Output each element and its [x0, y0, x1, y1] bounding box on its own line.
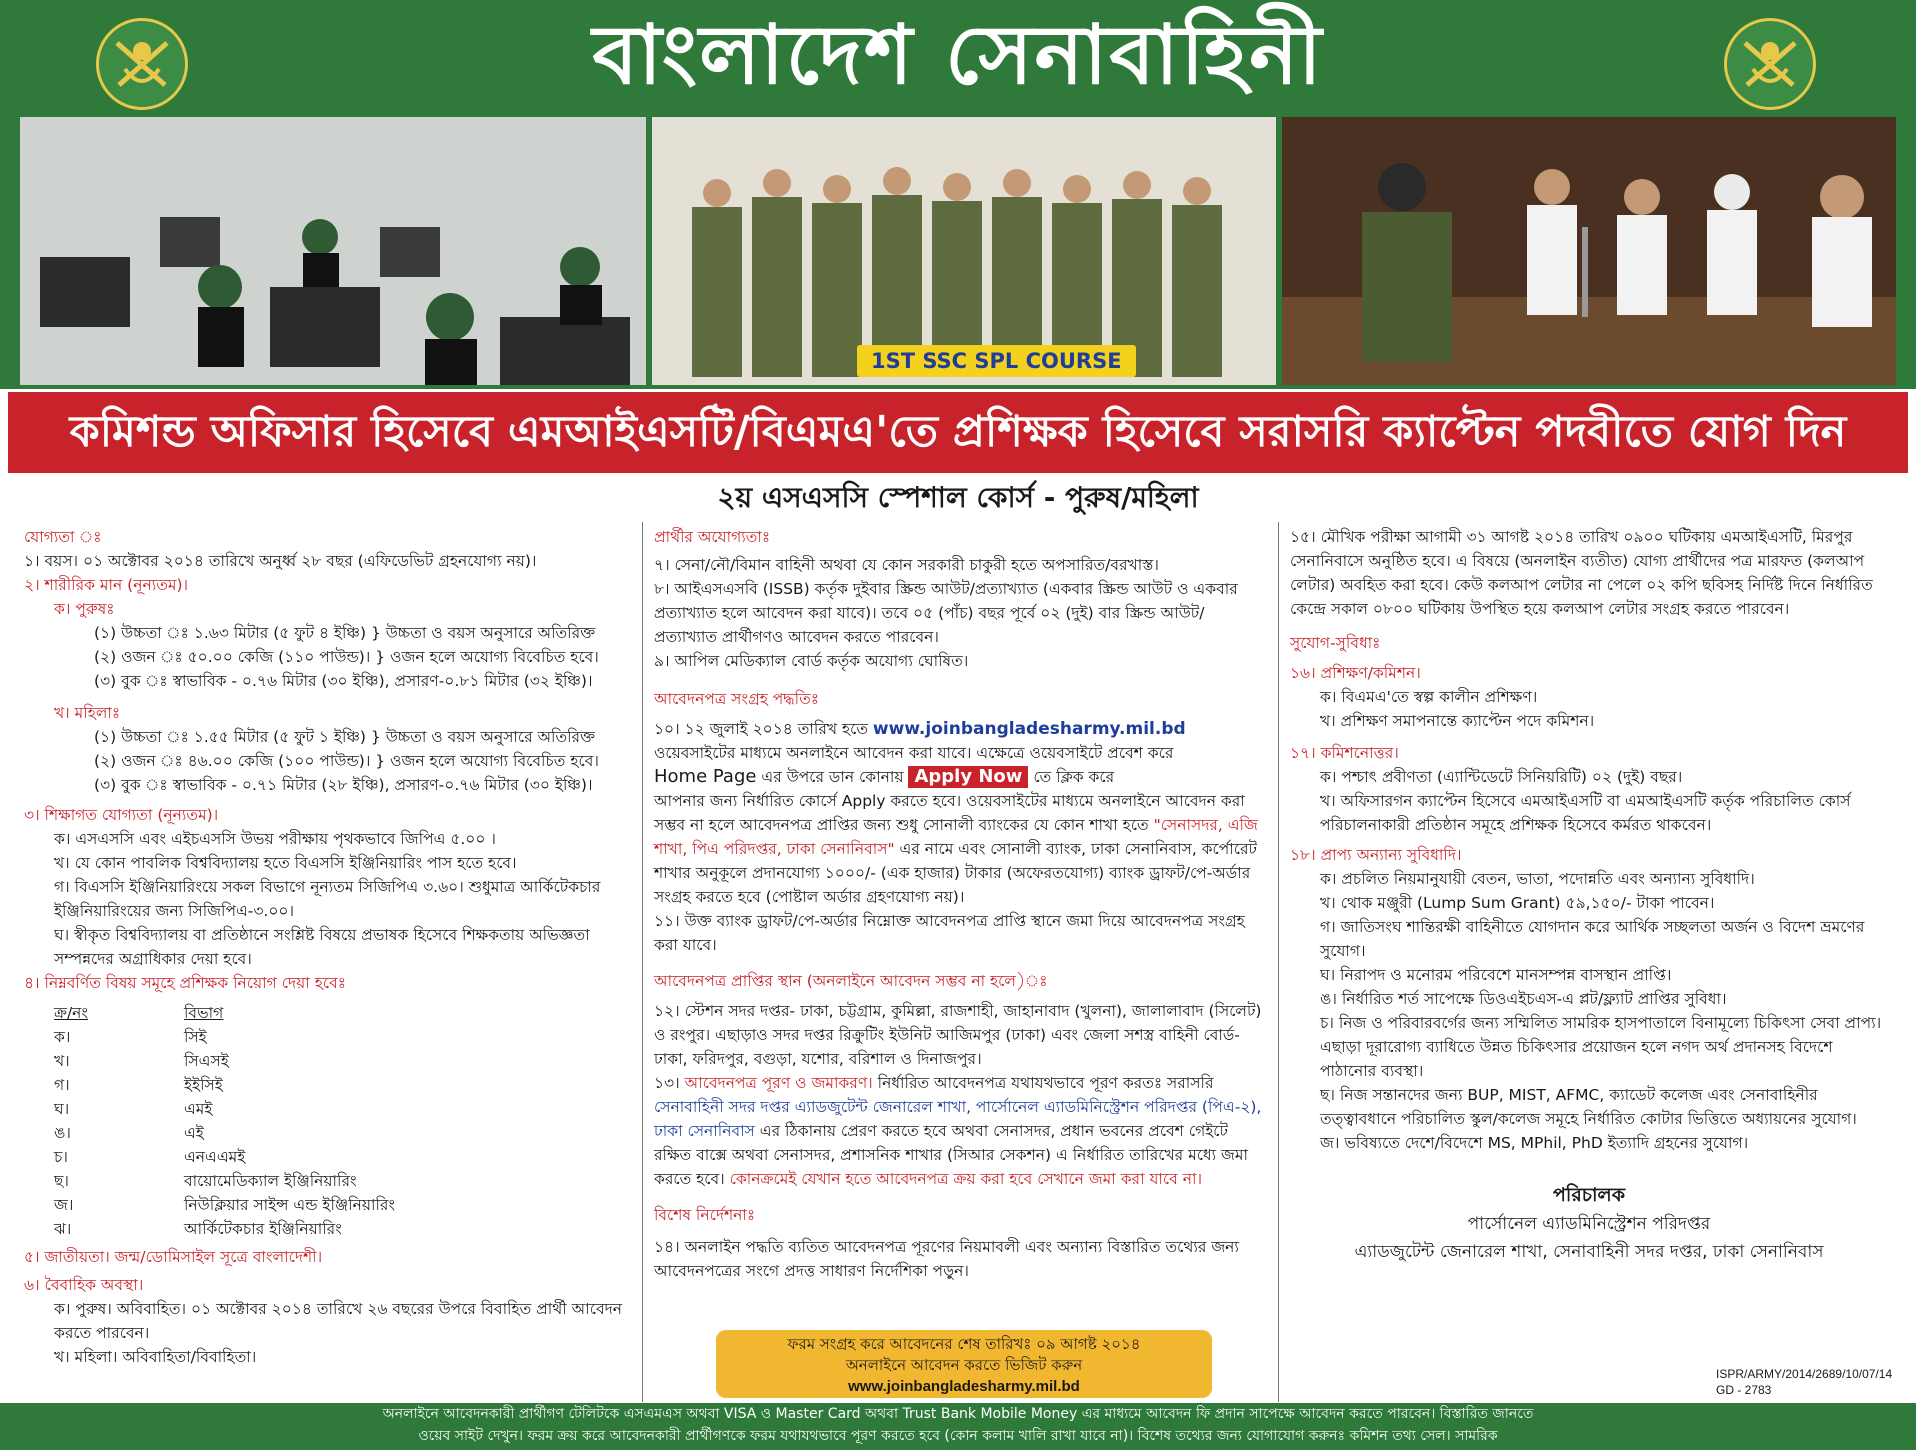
signatory-branch: এ্যাডজুটেন্ট জেনারেল শাখা, সেনাবাহিনী সদর দপ্তর, ঢাকা সেনানিবাস — [1354, 1242, 1824, 1262]
item-13-text: নির্ধারিত আবেদনপত্র যথাযথভাবে পূরণ করতঃ সরাসরি — [877, 1074, 1214, 1092]
male-weight: (২) ওজন ঃ ৫০.০০ কেজি (১১০ পাউন্ড)। } ওজন হলে অযোগ্য বিবেচিত হবে। — [94, 648, 599, 666]
table-row — [24, 1145, 634, 1169]
item-13-warning: কোনক্রমেই যেখান হতে আবেদনপত্র ক্রয় করা হবে সেখানে জমা করা যাবে না। — [729, 1170, 1202, 1188]
deadline-website-link[interactable]: www.joinbangladesharmy.mil.bd — [848, 1378, 1080, 1395]
footer-line: ওয়েব সাইট দেখুন। ফরম ক্রয় করে আবেদনকারী প্রার্থীগণকে ফরম যথাযথভাবে পূরণ করতে হবে (কোন কলাম খালি রাখা যাবে না)। বিশেষ তথ্যের জন্য যোগাযোগ করুনঃ কমিশন তথ্য সেল। সামরিক — [418, 1428, 1498, 1444]
physical-standard-item: ২। শারীরিক মান (নূন্যতম)। — [24, 576, 189, 594]
male-heading: ক। পুরুষঃ — [54, 600, 115, 618]
item-13-text: এর ঠিকানায় প্রেরণ করতে হবে অথবা সেনাসদর, প্রধান ভবনের প্রবেশ গেইটে রক্ষিত বাক্সে অথবা সেনাসদর, প্রশাসনিক শাখার (সিআর সেকশন) এ নির্ধারিত তারিখের মধ্যে জমা করতে হবে। — [654, 1122, 1248, 1188]
gd-ref: GD - 2783 — [1716, 1383, 1772, 1397]
page-title: বাংলাদেশ সেনাবাহিনী — [592, 8, 1324, 103]
footer-bar — [0, 1403, 1916, 1450]
row-serial: ঙ। — [54, 1124, 71, 1142]
ineligible-item-9: ৯। আপিল মেডিক্যাল বোর্ড কর্তৃক অযোগ্য ঘোষিত। — [654, 652, 969, 670]
reference-number — [1716, 1366, 1892, 1398]
female-heading: খ। মহিলাঃ — [54, 704, 121, 722]
marital-item: ৬। বৈবাহিক অবস্থা। — [24, 1276, 144, 1294]
section-heading: যোগ্যতা ঃ — [24, 528, 102, 546]
item-13-number: ১৩। — [654, 1074, 680, 1092]
row-department: সিএসই — [184, 1052, 229, 1070]
section-heading: সুযোগ-সুবিধাঃ — [1290, 634, 1381, 652]
section-heading: আবেদনপত্র সংগ্রহ পদ্ধতিঃ — [654, 690, 819, 708]
item-18b: খ। থোক মঞ্জুরী (Lump Sum Grant) ৫৯,১৫০/- টাকা পাবেন। — [1320, 894, 1715, 912]
item-16a: ক। বিএমএ'তে স্বল্প কালীন প্রশিক্ষণ। — [1320, 688, 1538, 706]
row-department: বায়োমেডিক্যাল ইঞ্জিনিয়ারিং — [184, 1172, 357, 1190]
deadline-text: ফরম সংগ্রহ করে আবেদনের শেষ তারিখঃ ০৯ আগষ্ট ২০১৪ — [787, 1335, 1141, 1353]
item-18c: গ। জাতিসংঘ শান্তিরক্ষী বাহিনীতে যোগদান করে আর্থিক সচ্ছলতা অর্জন ও বিদেশ ভ্রমণের সুযোগ। — [1320, 918, 1865, 960]
item-18e: ঙ। নির্ধারিত শর্ত সাপেক্ষে ডিওএইচএস-এ প্লট/ফ্ল্যাট প্রাপ্তির সুবিধা। — [1320, 990, 1727, 1008]
benefits-column — [1290, 525, 1888, 1266]
row-department: আর্কিটেকচার ইঞ্জিনিয়ারিং — [184, 1220, 342, 1238]
item-17: ১৭। কমিশনোত্তর। — [1290, 744, 1399, 762]
table-header-department: বিভাগ — [184, 1004, 224, 1022]
item-16b: খ। প্রশিক্ষণ সমাপনান্তে ক্যাপ্টেন পদে কমিশন। — [1320, 712, 1595, 730]
item-18f: চ। নিজ ও পরিবারবর্গের জন্য সম্মিলিত সামরিক হাসপাতালে বিনামূল্যে চিকিৎসা সেবা প্রাপ্য। এছাড়া দূরারোগ্য ব্যাধিতে উন্নত চিকিৎসার প্রয়োজন হলে নগদ অর্থ প্রদানসহ বিদেশে পাঠানোর ব্যবস্থা। — [1320, 1014, 1882, 1080]
column-divider — [1278, 522, 1279, 1402]
science-lab-photo — [1282, 117, 1896, 385]
row-serial: খ। — [54, 1052, 70, 1070]
row-serial: ঝ। — [54, 1220, 72, 1238]
table-row — [24, 1049, 634, 1073]
item-14: ১৪। অনলাইন পদ্ধতি ব্যতিত আবেদনপত্র পূরণের নিয়মাবলী এবং অন্যান্য বিস্তারিত তথ্যের জন্য আবেদনপত্রের সংগে প্রদত্ত সাধারণ নির্দেশিকা পড়ুন। — [654, 1238, 1239, 1280]
signature-block — [1290, 1181, 1888, 1266]
male-height: (১) উচ্চতা ঃ ১.৬৩ মিটার (৫ ফুট ৪ ইঞ্চি) } উচ্চতা ও বয়স অনুসারে অতিরিক্ত — [94, 624, 596, 642]
table-row — [24, 1193, 634, 1217]
table-row — [24, 1097, 634, 1121]
row-serial: চ। — [54, 1148, 68, 1166]
photo-strip — [0, 113, 1916, 389]
female-chest: (৩) বুক ঃ স্বাভাবিক - ০.৭১ মিটার (২৮ ইঞ্চি), প্রসারণ-০.৭৬ মিটার (৩০ ইঞ্চি)। — [94, 776, 593, 794]
army-emblem-icon — [1724, 18, 1816, 110]
computer-lab-photo — [20, 117, 646, 385]
row-serial: ঘ। — [54, 1100, 70, 1118]
item-16: ১৬। প্রশিক্ষণ/কমিশন। — [1290, 664, 1421, 682]
item-17a: ক। পশ্চাৎ প্রবীণতা (এ্যান্টিডেটে সিনিয়রিটি) ০২ (দুই) বছর। — [1320, 768, 1683, 786]
marital-female: খ। মহিলা। অবিবাহিতা/বিবাহিতা। — [54, 1348, 257, 1366]
item-10-text: ১০। ১২ জুলাই ২০১৪ তারিখ হতে — [654, 720, 868, 738]
deadline-visit-text: অনলাইনে আবেদন করতে ভিজিট করুন — [845, 1356, 1083, 1374]
row-department: সিই — [184, 1028, 207, 1046]
item-17b: খ। অফিসারগন ক্যাপ্টেন হিসেবে এমআইএসটি বা এমআইএসটি কর্তৃক পরিচালিত কোর্স পরিচালনাকারী প্রতিষ্ঠান সমূহে প্রশিক্ষক হিসেবে কর্মরত থাকবেন। — [1320, 792, 1851, 834]
edu-d: ঘ। স্বীকৃত বিশ্ববিদ্যালয় বা প্রতিষ্ঠানে সংশ্লিষ্ট বিষয়ে প্রভাষক হিসেবে শিক্ষকতায় অভিজ্ঞতা সম্পন্নদের অগ্রাধিকার দেয়া হবে। — [54, 926, 590, 968]
table-row — [24, 1169, 634, 1193]
item-13-heading: আবেদনপত্র পূরণ ও জমাকরণ। — [684, 1074, 873, 1092]
table-row — [24, 1217, 634, 1241]
item-10-text: আপনার জন্য নির্ধারিত কোর্সে Apply করতে হবে। ওয়েবসাইটের মাধ্যমে অনলাইনে আবেদন করা সম্ভব না হলে আবেদনপত্র প্রাপ্তির জন্য শুধু সোনালী ব্যাংকের যে কোন শাখা হতে — [654, 792, 1245, 834]
edu-b: খ। যে কোন পাবলিক বিশ্ববিদ্যালয় হতে বিএসসি ইঞ্জিনিয়ারিং পাস হতে হবে। — [54, 854, 517, 872]
home-page-label: Home Page — [654, 766, 757, 787]
subjects-item: ৪। নিম্নবর্ণিত বিষয় সমূহে প্রশিক্ষক নিয়োগ দেয়া হবেঃ — [24, 974, 346, 992]
website-link[interactable]: www.joinbangladesharmy.mil.bd — [872, 719, 1186, 739]
table-row — [24, 1073, 634, 1097]
table-row — [24, 1025, 634, 1049]
item-10-text: তে ক্লিক করে — [1033, 768, 1115, 786]
item-10-text: এর নামে এবং সোনালী ব্যাংক, ঢাকা সেনানিবাস, কর্পোরেট শাখার অনুকূলে প্রদানযোগ্য ১০০০/- (এক হাজার) টাকার (অফেরতযোগ্য) ব্যাংক ড্রাফট/পে-অর্ডার সংগ্রহ করতে হবে (পোষ্টাল অর্ডার গ্রহণযোগ্য নয়)। — [654, 840, 1257, 906]
row-serial: জ। — [54, 1196, 74, 1214]
group-photo — [652, 117, 1276, 385]
course-badge: 1ST SSC SPL COURSE — [857, 345, 1136, 377]
row-department: নিউক্লিয়ার সাইন্স এন্ড ইঞ্জিনিয়ারিং — [184, 1196, 396, 1214]
ineligible-item-8: ৮। আইএসএসবি (ISSB) কর্তৃক দুইবার স্ক্রিন্ড আউট/প্রত্যাখ্যাত (একবার স্ক্রিন্ড আউট ও একবার প্রত্যাখ্যাত হলে আবেদন করা যাবে)। তবে ০৫ (পাঁচ) বছর পূর্বে ০২ (দুই) বার স্ক্রিন্ড আউট/প্রত্যাখ্যাত প্রার্থীগণও আবেদন করতে পারবেন। — [654, 580, 1238, 646]
row-department: এই — [184, 1124, 204, 1142]
eligibility-column — [24, 525, 634, 1369]
row-department: এনএএমই — [184, 1148, 246, 1166]
item-10-text: এর উপরে ডান কোনায় — [761, 768, 904, 786]
signatory-title: পরিচালক — [1553, 1184, 1625, 1206]
nationality-item: ৫। জাতীয়তা। জন্ম/ডোমিসাইল সূত্রে বাংলাদেশী। — [24, 1248, 323, 1266]
column-divider — [642, 522, 643, 1402]
age-item: ১। বয়স। ০১ অক্টোবর ২০১৪ তারিখে অনুর্ধ্ব ২৮ বছর (এফিডেভিট গ্রহনযোগ্য নয়)। — [24, 552, 537, 570]
ispr-ref: ISPR/ARMY/2014/2689/10/07/14 — [1716, 1367, 1893, 1381]
item-18: ১৮। প্রাপ্য অন্যান্য সুবিধাদি। — [1290, 846, 1462, 864]
section-heading: প্রার্থীর অযোগ্যতাঃ — [654, 528, 771, 546]
headline-text: কমিশন্ড অফিসার হিসেবে এমআইএসটি/বিএমএ'তে প্রশিক্ষক হিসেবে সরাসরি ক্যাপ্টেন পদবীতে যোগ দিন — [69, 407, 1847, 457]
row-serial: গ। — [54, 1076, 70, 1094]
apply-now-button[interactable]: Apply Now — [908, 766, 1028, 788]
table-row — [24, 1121, 634, 1145]
male-chest: (৩) বুক ঃ স্বাভাবিক - ০.৭৬ মিটার (৩০ ইঞ্চি), প্রসারণ-০.৮১ মিটার (৩২ ইঞ্চি)। — [94, 672, 593, 690]
education-item: ৩। শিক্ষাগত যোগ্যতা (নূন্যতম)। — [24, 806, 219, 824]
course-subtitle: ২য় এসএসসি স্পেশাল কোর্স - পুরুষ/মহিলা — [717, 481, 1199, 514]
edu-a: ক। এসএসসি এবং এইচএসসি উভয় পরীক্ষায় পৃথকভাবে জিপিএ ৫.০০ । — [54, 830, 496, 848]
application-column — [654, 525, 1266, 1283]
ineligible-item-7: ৭। সেনা/নৌ/বিমান বাহিনী অথবা যে কোন সরকারী চাকুরী হতে অপসারিত/বরখাস্ত। — [654, 556, 1159, 574]
row-department: ইইসিই — [184, 1076, 223, 1094]
item-18g: ছ। নিজ সন্তানদের জন্য BUP, MIST, AFMC, ক্যাডেট কলেজ এবং সেনাবাহিনীর তত্ত্বাবধানে পরিচালিত স্কুল/কলেজ সমূহে নির্ধারিত কোটার ভিত্তিতে অধ্যায়নের সুযোগ। — [1320, 1086, 1857, 1128]
payee-name: "সেনাসদর, এজি শাখা, পিএ পরিদপ্তর, ঢাকা সেনানিবাস" — [654, 816, 1258, 858]
deadline-box — [716, 1330, 1212, 1398]
item-18h: জ। ভবিষ্যতে দেশে/বিদেশে MS, MPhil, PhD ইত্যাদি গ্রহনের সুযোগ। — [1320, 1134, 1749, 1152]
footer-line: অনলাইনে আবেদনকারী প্রার্থীগণ টেলিটকে এসএমএস অথবা VISA ও Master Card অথবা Trust Bank Mobile Money এর মাধ্যমে আবেদন ফি প্রদান সাপেক্ষে আবেদন করতে পারবেন। বিস্তারিত জানতে — [382, 1406, 1534, 1422]
item-12: ১২। স্টেশন সদর দপ্তর- ঢাকা, চট্টগ্রাম, কুমিল্লা, রাজশাহী, জাহানাবাদ (খুলনা), জালালাবাদ (সিলেট) ও রংপুর। এছাড়াও সদর দপ্তর রিক্রুটিং ইউনিট আজিমপুর (ঢাকা) এবং জেলা সশস্ত্র বাহিনী বোর্ড- ঢাকা, ফরিদপুর, বগুড়া, যশোর, বরিশাল ও দিনাজপুর। — [654, 1002, 1262, 1068]
submission-address: সেনাবাহিনী সদর দপ্তর এ্যাডজুটেন্ট জেনারেল শাখা, পার্সোনেল এ্যাডমিনিস্ট্রেশন পরিদপ্তর (পিএ-২), ঢাকা সেনানিবাস — [654, 1098, 1262, 1140]
subjects-table-header — [24, 1001, 634, 1025]
row-department: এমই — [184, 1100, 213, 1118]
header-bar — [0, 0, 1916, 113]
item-15: ১৫। মৌখিক পরীক্ষা আগামী ৩১ আগষ্ট ২০১৪ তারিখ ০৯০০ ঘটিকায় এমআইএসটি, মিরপুর সেনানিবাসে অনুষ্ঠিত হবে। এ বিষয়ে (অনলাইন ব্যতীত) যোগ্য প্রার্থীদের পত্র মারফত (কলআপ লেটার) অবহিত করা হবে। কেউ কলআপ লেটার না পেলে ০২ কপি ছবিসহ নির্দিষ্ট দিনে নির্ধারিত কেন্দ্রে সকাল ০৮০০ ঘটিকায় উপস্থিত হয়ে কলআপ লেটার সংগ্রহ করতে পারবেন। — [1290, 528, 1873, 618]
female-height: (১) উচ্চতা ঃ ১.৫৫ মিটার (৫ ফুট ১ ইঞ্চি) } উচ্চতা ও বয়স অনুসারে অতিরিক্ত — [94, 728, 596, 746]
row-serial: ক। — [54, 1028, 71, 1046]
item-18a: ক। প্রচলিত নিয়মানুযায়ী বেতন, ভাতা, পদোন্নতি এবং অন্যান্য সুবিধাদি। — [1320, 870, 1755, 888]
item-11: ১১। উক্ত ব্যাংক ড্রাফট/পে-অর্ডার নিম্নোক্ত আবেদনপত্র প্রাপ্তি স্থানে জমা দিয়ে আবেদনপত্র সংগ্রহ করা যাবে। — [654, 912, 1245, 954]
section-heading: আবেদনপত্র প্রাপ্তির স্থান (অনলাইনে আবেদন সম্ভব না হলে)ঃ — [654, 972, 1048, 990]
item-10-text: ওয়েবসাইটের মাধ্যমে অনলাইনে আবেদন করা যাবে। এক্ষেত্রে ওয়েবসাইটে প্রবেশ করে — [654, 744, 1174, 762]
headline-banner — [8, 392, 1908, 473]
item-18d: ঘ। নিরাপদ ও মনোরম পরিবেশে মানসম্পন্ন বাসস্থান প্রাপ্তি। — [1320, 966, 1672, 984]
marital-male: ক। পুরুষ। অবিবাহিত। ০১ অক্টোবর ২০১৪ তারিখে ২৬ বছরের উপরে বিবাহিত প্রার্থী আবেদন করতে পারবেন। — [54, 1300, 622, 1342]
section-heading: বিশেষ নির্দেশনাঃ — [654, 1206, 756, 1224]
edu-c: গ। বিএসসি ইঞ্জিনিয়ারিংয়ে সকল বিভাগে নূন্যতম সিজিপিএ ৩.৬০। শুধুমাত্র আর্কিটেকচার ইঞ্জিনিয়ারিংয়ের জন্য সিজিপিএ-৩.০০। — [54, 878, 601, 920]
subjects-table — [24, 1025, 634, 1241]
signatory-directorate: পার্সোনেল এ্যাডমিনিস্ট্রেশন পরিদপ্তর — [1467, 1214, 1711, 1234]
row-serial: ছ। — [54, 1172, 69, 1190]
table-header-serial: ক্র/নং — [54, 1004, 89, 1022]
female-weight: (২) ওজন ঃ ৪৬.০০ কেজি (১০০ পাউন্ড)। } ওজন হলে অযোগ্য বিবেচিত হবে। — [94, 752, 599, 770]
